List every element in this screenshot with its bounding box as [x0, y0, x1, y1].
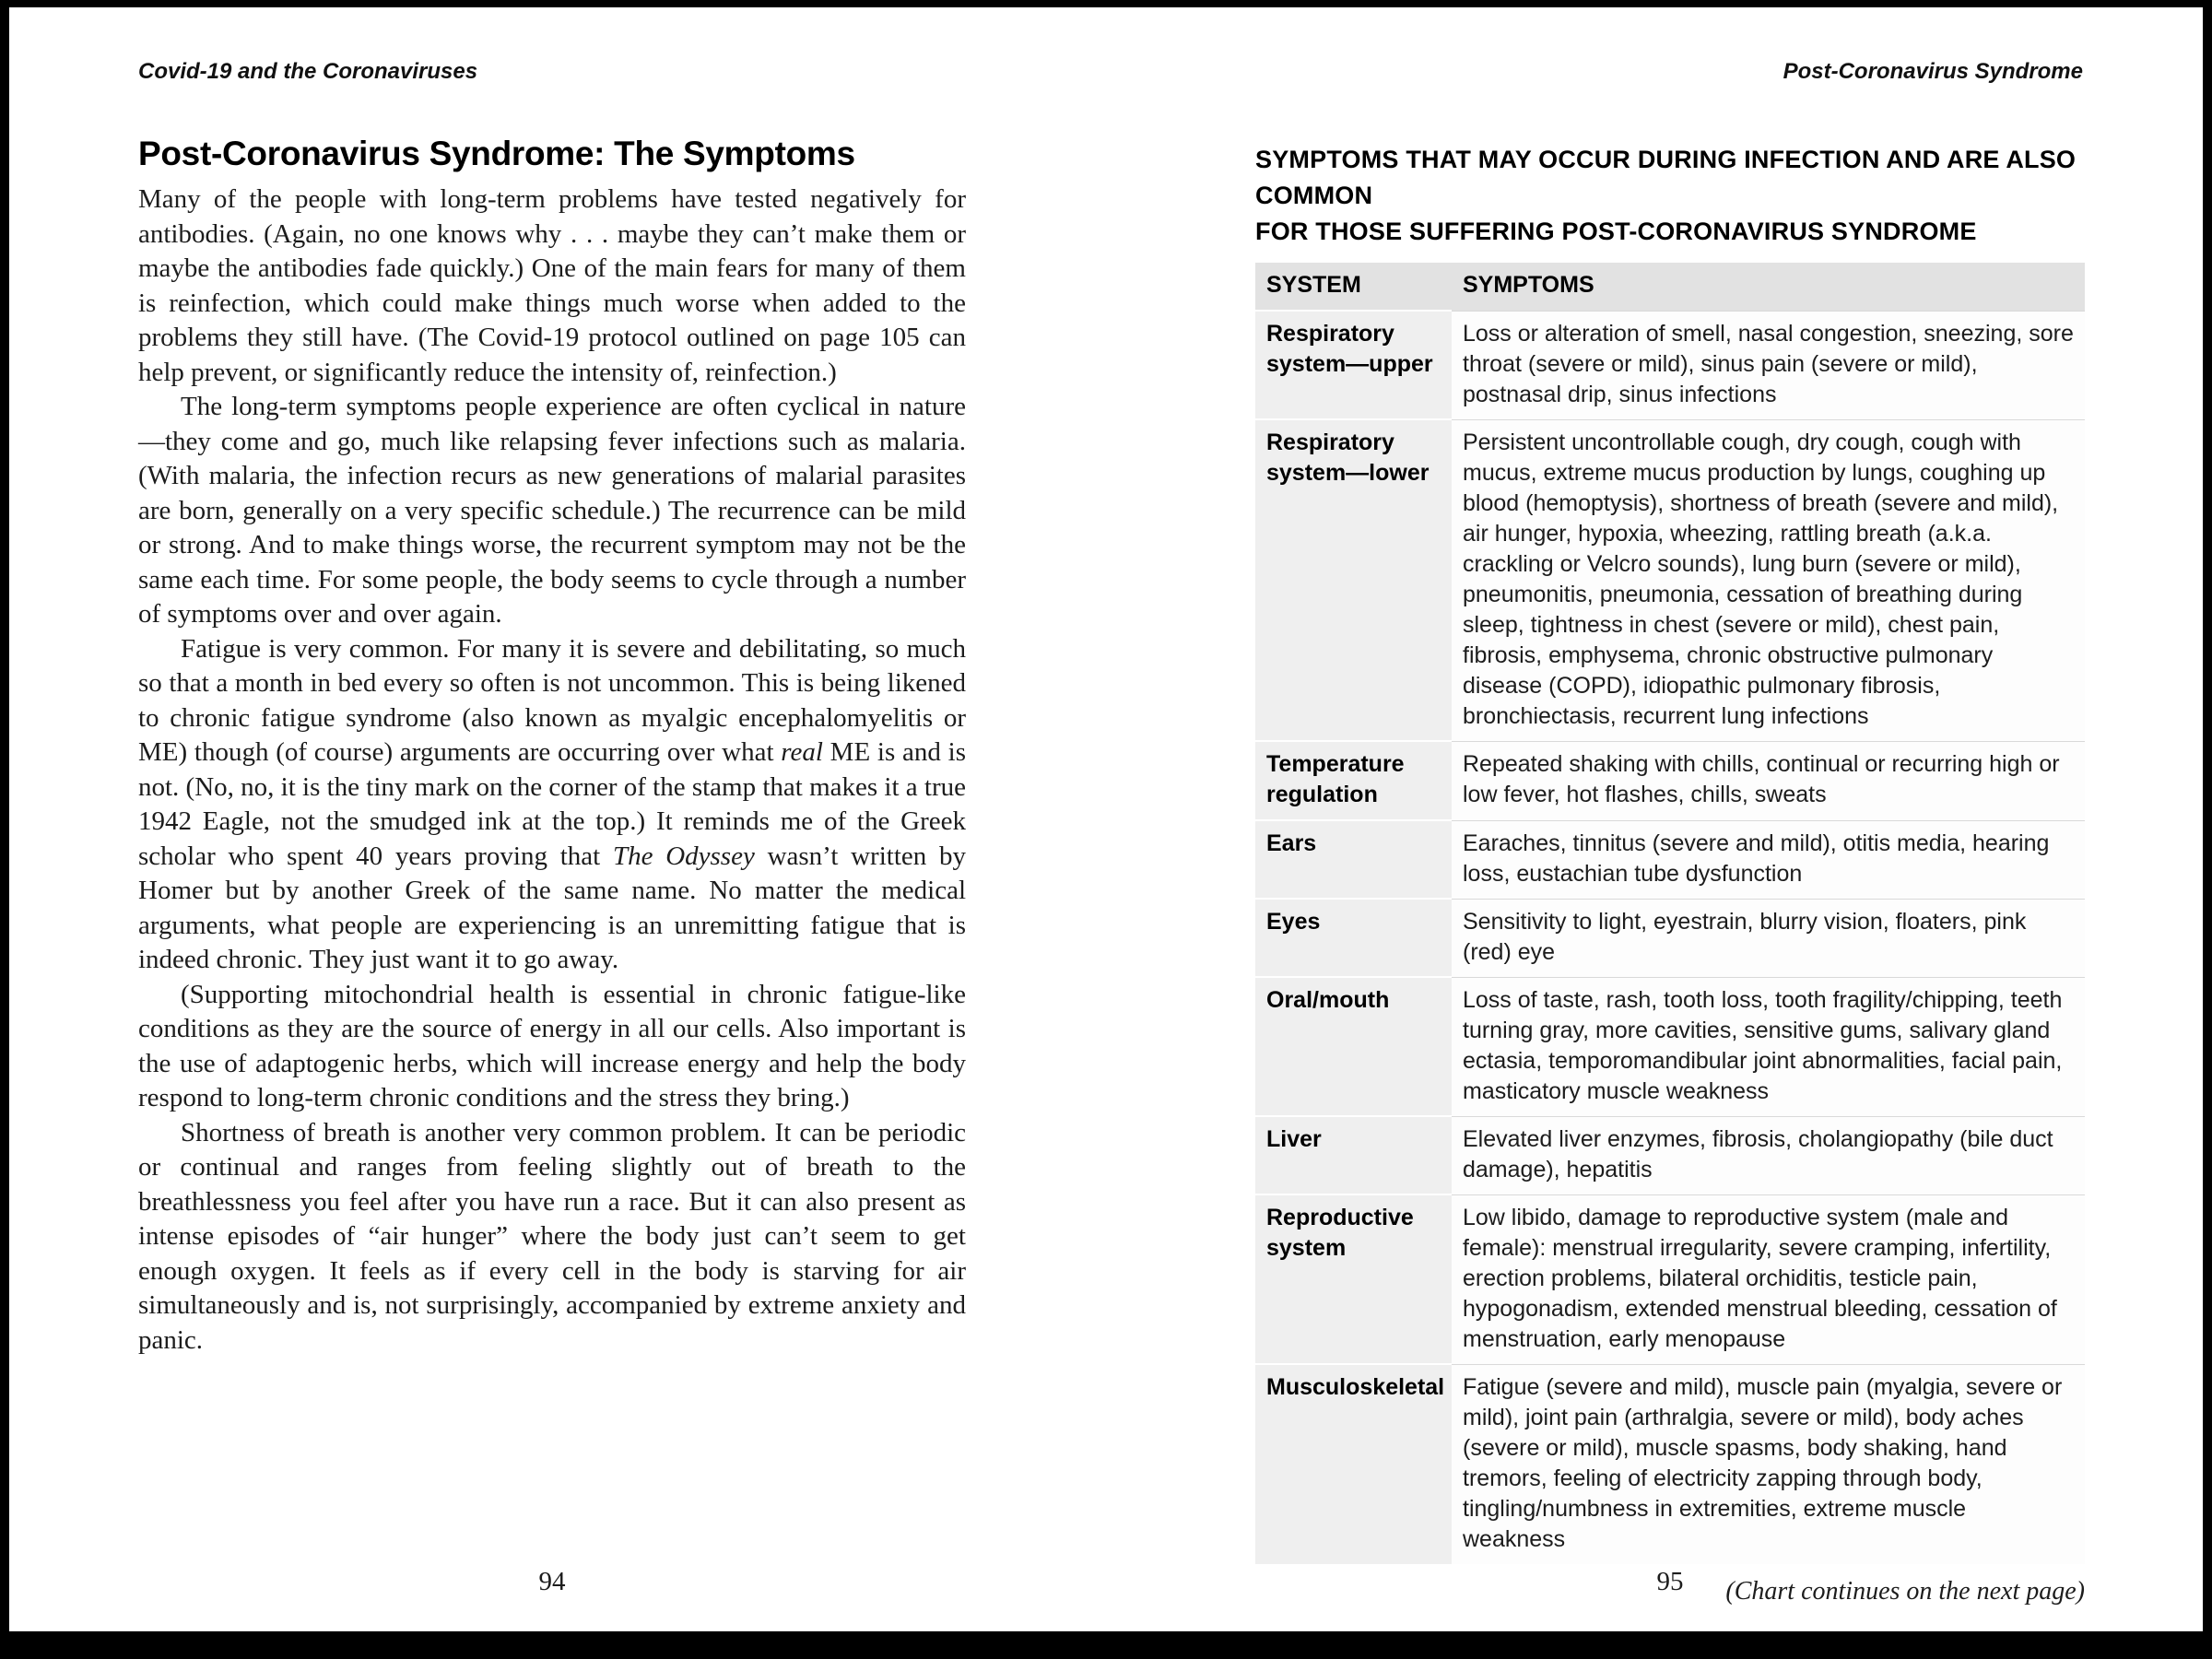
running-head-right: Post-Coronavirus Syndrome	[1783, 59, 2083, 84]
symptoms-cell: Repeated shaking with chills, continual or recurring high or low fever, hot flashes, chills, sweats	[1452, 741, 2085, 820]
table-row	[1255, 419, 2085, 741]
symptoms-cell: Fatigue (severe and mild), muscle pain (myalgia, severe or mild), joint pain (arthralgia, severe or mild), body aches (severe or mild), muscle spasms, body shaking, hand tremors, feeling of electricity zapping through body, tingling/numbness in extremities, extreme muscle weakness	[1452, 1364, 2085, 1564]
italic-text: real	[781, 737, 823, 767]
body-text: (Supporting mitochondrial health is essential in chronic fatigue-like conditions as they are the source of energy in all our cells. Also important is the use of adaptogenic herbs, which will increase energy and help the body respond to long-term chronic conditions and the stress they bring.)	[138, 979, 966, 1112]
page-number-left: 94	[538, 1567, 566, 1596]
system-cell: Ears	[1255, 820, 1452, 899]
running-head-left: Covid-19 and the Coronaviruses	[138, 59, 478, 84]
table-body	[1255, 311, 2085, 1564]
system-cell: Eyes	[1255, 899, 1452, 977]
system-cell: Musculoskeletal	[1255, 1364, 1452, 1564]
paragraph	[138, 978, 966, 1116]
continuation-note: (Chart continues on the next page)	[1725, 1576, 2085, 1606]
right-page-body	[1255, 142, 2085, 1606]
table-row	[1255, 1116, 2085, 1194]
table-title	[1255, 142, 2085, 250]
system-column-header: SYSTEM	[1255, 263, 1452, 311]
system-cell: Temperature regulation	[1255, 741, 1452, 820]
table-header-row	[1255, 263, 2085, 311]
symptoms-cell: Earaches, tinnitus (severe and mild), otitis media, hearing loss, eustachian tube dysfunction	[1452, 820, 2085, 899]
system-cell: Oral/mouth	[1255, 977, 1452, 1116]
table-row	[1255, 311, 2085, 419]
symptoms-column-header: SYMPTOMS	[1452, 263, 2085, 311]
body-text: Fatigue is very common. For many it is severe and debilitating, so much so that a month in bed every so often is not uncommon. This is being likened to chronic fatigue syndrome (also known as myalgic encephalomyelitis or ME) though (of course) arguments are occurring over what	[138, 633, 966, 767]
table-row	[1255, 977, 2085, 1116]
system-cell: Respiratory system—upper	[1255, 311, 1452, 419]
paragraph	[138, 632, 966, 978]
table-title-line1: SYMPTOMS THAT MAY OCCUR DURING INFECTION AND ARE ALSO COMMON	[1255, 146, 2077, 209]
paragraph	[138, 182, 966, 390]
table-row	[1255, 820, 2085, 899]
symptoms-cell: Loss of taste, rash, tooth loss, tooth fragility/chipping, teeth turning gray, more cavities, sensitive gums, salivary gland ectasia, temporomandibular joint abnormalities, facial pain, masticatory muscle weakness	[1452, 977, 2085, 1116]
symptoms-cell: Elevated liver enzymes, fibrosis, cholangiopathy (bile duct damage), hepatitis	[1452, 1116, 2085, 1194]
table-row	[1255, 741, 2085, 820]
body-text: Many of the people with long-term problems have tested negatively for antibodies. (Again, no one knows why . . . maybe they can’t make them or maybe the antibodies fade quickly.) One of the main fears for many of them is reinfection, which could make things much worse when added to the problems they still have. (The Covid-19 protocol outlined on page 105 can help prevent, or significantly reduce the intensity of, reinfection.)	[138, 184, 966, 387]
symptoms-cell: Low libido, damage to reproductive system (male and female): menstrual irregularity, severe cramping, infertility, erection problems, bilateral orchiditis, testicle pain, hypogonadism, extended menstrual bleeding, cessation of menstruation, early menopause	[1452, 1194, 2085, 1364]
paragraph	[138, 1116, 966, 1359]
body-text: ME is and is not. (No, no, it is the tiny mark on the corner of the stamp that makes it a true 1942 Eagle, not the smudged ink at the top.) It reminds me of the Greek scholar who spent 40 years proving that	[138, 737, 966, 871]
system-cell: Respiratory system—lower	[1255, 419, 1452, 741]
table-row	[1255, 1364, 2085, 1564]
table-title-line2: FOR THOSE SUFFERING POST-CORONAVIRUS SYNDROME	[1255, 218, 1977, 245]
symptoms-cell: Persistent uncontrollable cough, dry cough, cough with mucus, extreme mucus production by lungs, coughing up blood (hemoptysis), shortness of breath (severe and mild), air hunger, hypoxia, wheezing, rattling breath (a.k.a. crackling or Velcro sounds), lung burn (severe or mild), pneumonitis, pneumonia, cessation of breathing during sleep, tightness in chest (severe or mild), chest pain, fibrosis, emphysema, chronic obstructive pulmonary disease (COPD), idiopathic pulmonary fibrosis, bronchiectasis, recurrent lung infections	[1452, 419, 2085, 741]
italic-text: The Odyssey	[612, 841, 755, 871]
symptoms-cell: Sensitivity to light, eyestrain, blurry vision, floaters, pink (red) eye	[1452, 899, 2085, 977]
paragraph	[138, 390, 966, 632]
table-row	[1255, 1194, 2085, 1364]
table-row	[1255, 899, 2085, 977]
symptoms-cell: Loss or alteration of smell, nasal congestion, sneezing, sore throat (severe or mild), sinus pain (severe or mild), postnasal drip, sinus infections	[1452, 311, 2085, 419]
body-text: Shortness of breath is another very common problem. It can be periodic or continual and ranges from feeling slightly out of breath to the breathlessness you feel after you have run a race. But it can also present as intense episodes of “air hunger” where the body just can’t seem to get enough oxygen. It feels as if every cell in the body is starving for air simultaneously and is, not surprisingly, accompanied by extreme anxiety and panic.	[138, 1117, 966, 1355]
system-cell: Liver	[1255, 1116, 1452, 1194]
page-heading: Post-Coronavirus Syndrome: The Symptoms	[138, 135, 855, 172]
body-paragraphs	[138, 182, 966, 1358]
body-text: The long-term symptoms people experience are often cyclical in nature—they come and go, much like relapsing fever infections such as malaria. (With malaria, the infection recurs as new generations of malarial parasites are born, generally on a very specific schedule.) The recurrence can be mild or strong. And to make things worse, the recurrent symptom may not be the same each time. For some people, the body seems to cycle through a number of symptoms over and over again.	[138, 392, 966, 629]
left-page-body	[138, 135, 966, 1358]
page-number-right: 95	[1656, 1567, 1684, 1596]
body-text: wasn’t written by Homer but by another Greek of the same name. No matter the medical arguments, what people are experiencing is an unremitting fatigue that is indeed chronic. They just want it to go away.	[138, 841, 966, 974]
symptoms-table	[1255, 263, 2085, 1564]
system-cell: Reproductive system	[1255, 1194, 1452, 1364]
